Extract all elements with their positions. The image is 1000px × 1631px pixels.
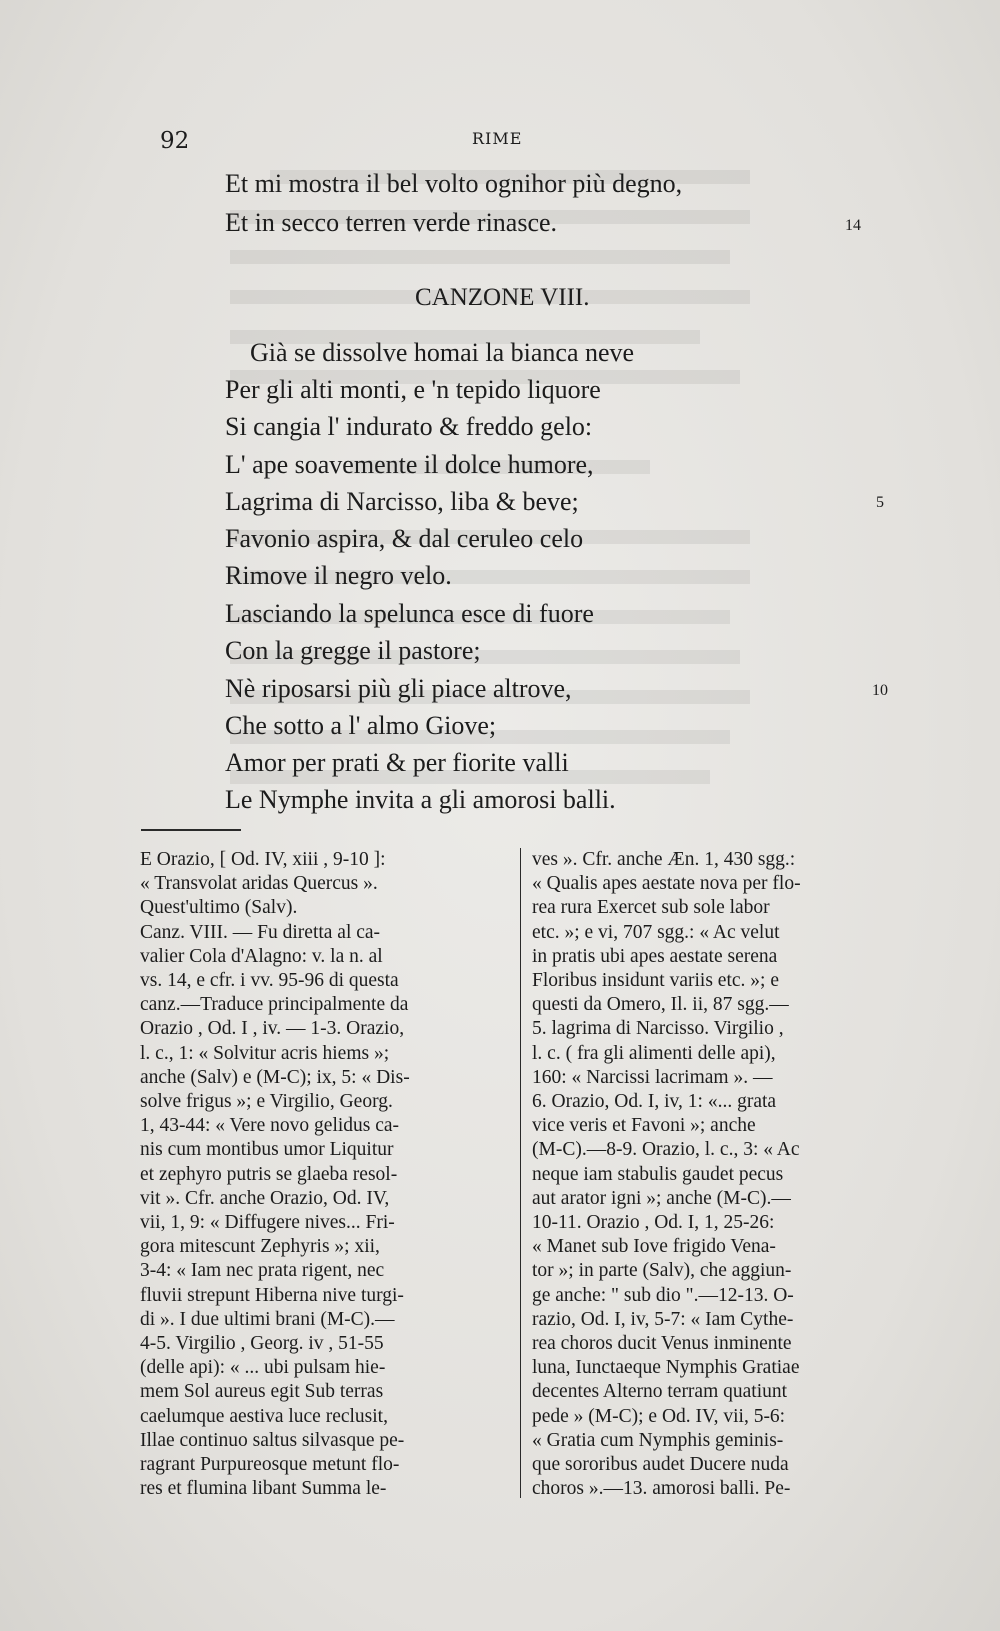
footnote-line: (delle api): « ... ubi pulsam hie-: [140, 1357, 386, 1379]
footnote-line: choros ».—13. amorosi balli. Pe-: [532, 1478, 791, 1500]
footnote-line: 4-5. Virgilio , Georg. iv , 51-55: [140, 1333, 384, 1354]
footnote-line: Orazio , Od. I , iv. — 1-3. Orazio,: [140, 1018, 405, 1040]
footnote-line: (M-C).—8-9. Orazio, l. c., 3: « Ac: [532, 1139, 800, 1161]
footnote-line: decentes Alterno terram quatiunt: [532, 1381, 788, 1403]
footnote-line: ge anche: " sub dio ".—12-13. O-: [532, 1284, 794, 1306]
verse-line: Per gli alti monti, e 'n tepido liquore: [225, 375, 601, 404]
footnote-line: « Qualis apes aestate nova per flo-: [532, 873, 801, 895]
footnote-line: fluvii strepunt Hiberna nive turgi-: [140, 1284, 404, 1306]
footnote-line: rea rura Exercet sub sole labor: [532, 897, 770, 919]
footnote-line: vit ». Cfr. anche Orazio, Od. IV,: [140, 1187, 390, 1209]
footnote-line: razio, Od. I, iv, 5-7: « Iam Cythe-: [532, 1308, 794, 1330]
footnote-line: aut arator igni »; anche (M-C).—: [532, 1187, 791, 1209]
footnote-line: caelumque aestiva luce reclusit,: [140, 1405, 388, 1427]
footnote-line: vs. 14, e cfr. i vv. 95-96 di questa: [140, 970, 399, 991]
footnote-separator: [141, 829, 241, 831]
verse-line: Rimove il negro velo.: [225, 561, 452, 590]
footnote-line: 160: « Narcissi lacrimam ». —: [532, 1066, 773, 1088]
footnote-line: 3-4: « Iam nec prata rigent, nec: [140, 1260, 385, 1282]
verse-line: Et mi mostra il bel volto ognihor più degno,: [225, 169, 683, 198]
footnote-line: pede » (M-C); e Od. IV, vii, 5-6:: [532, 1405, 786, 1427]
canzone-title: CANZONE VIII.: [415, 284, 590, 311]
verse-line: Nè riposarsi più gli piace altrove,: [225, 674, 572, 703]
footnote-line: 6. Orazio, Od. I, iv, 1: «... grata: [532, 1091, 777, 1112]
footnote-line: Illae continuo saltus silvasque pe-: [140, 1429, 405, 1451]
verse-line: L' ape soavemente il dolce humore,: [225, 450, 594, 479]
verse-line: Già se dissolve homai la bianca neve: [250, 338, 635, 367]
footnote-line: rea choros ducit Venus inminente: [532, 1333, 792, 1354]
verse-line: Si cangia l' indurato & freddo gelo:: [225, 412, 593, 441]
line-number: 14: [845, 217, 861, 234]
footnote-line: l. c., 1: « Solvitur acris hiems »;: [140, 1042, 390, 1064]
footnote-line: 10-11. Orazio , Od. I, 1, 25-26:: [532, 1212, 775, 1233]
footnote-line: neque iam stabulis gaudet pecus: [532, 1163, 784, 1185]
footnote-line: valier Cola d'Alagno: v. la n. al: [140, 945, 383, 967]
line-number: 10: [872, 682, 888, 699]
footnote-line: et zephyro putris se glaeba resol-: [140, 1163, 398, 1185]
footnote-line: gora mitescunt Zephyris »; xii,: [140, 1236, 380, 1258]
page-number: 92: [160, 128, 190, 154]
footnote-line: Floribus insidunt variis etc. »; e: [532, 970, 779, 991]
footnote-line: solve frigus »; e Virgilio, Georg.: [140, 1091, 393, 1112]
footnote-line: Canz. VIII. — Fu diretta al ca-: [140, 921, 381, 943]
verse-line: Lasciando la spelunca esce di fuore: [225, 599, 594, 628]
verse-line: Lagrima di Narcisso, liba & beve;: [225, 487, 579, 516]
footnote-line: mem Sol aureus egit Sub terras: [140, 1381, 384, 1403]
footnote-line: ragrant Purpureosque metunt flo-: [140, 1454, 400, 1475]
verse-line: Amor per prati & per fiorite valli: [225, 748, 569, 777]
footnote-line: anche (Salv) e (M-C); ix, 5: « Dis-: [140, 1066, 410, 1088]
running-title: RIME: [472, 129, 523, 148]
footnote-line: etc. »; e vi, 707 sgg.: « Ac velut: [532, 921, 780, 943]
verse-line: Et in secco terren verde rinasce.: [225, 208, 558, 237]
footnote-line: luna, Iunctaeque Nymphis Gratiae: [532, 1357, 800, 1379]
footnote-line: E Orazio, [ Od. IV, xiii , 9-10 ]:: [140, 849, 386, 870]
footnote-line: ves ». Cfr. anche Æn. 1, 430 sgg.:: [532, 849, 796, 870]
column-divider: [520, 848, 521, 1498]
footnote-line: canz.—Traduce principalmente da: [140, 994, 409, 1016]
line-number: 5: [876, 494, 884, 511]
footnote-line: vice veris et Favoni »; anche: [532, 1115, 756, 1137]
verse-line: Le Nymphe invita a gli amorosi balli.: [225, 785, 616, 814]
footnote-line: « Manet sub Iove frigido Vena-: [532, 1236, 776, 1258]
footnote-line: « Transvolat aridas Quercus ».: [140, 873, 378, 895]
footnote-line: l. c. ( fra gli alimenti delle api),: [532, 1042, 776, 1064]
footnote-line: que sororibus audet Ducere nuda: [532, 1454, 789, 1475]
footnote-line: 5. lagrima di Narcisso. Virgilio ,: [532, 1018, 784, 1040]
footnote-line: di ». I due ultimi brani (M-C).—: [140, 1308, 395, 1330]
verse-line: Con la gregge il pastore;: [225, 636, 481, 665]
footnote-line: 1, 43-44: « Vere novo gelidus ca-: [140, 1115, 400, 1137]
verse-line: Che sotto a l' almo Giove;: [225, 711, 497, 740]
footnote-line: questi da Omero, Il. ii, 87 sgg.—: [532, 994, 789, 1016]
footnote-line: Quest'ultimo (Salv).: [140, 897, 298, 919]
footnote-line: nis cum montibus umor Liquitur: [140, 1139, 394, 1161]
footnote-line: res et flumina libant Summa le-: [140, 1478, 387, 1500]
verse-line: Favonio aspira, & dal ceruleo celo: [225, 524, 584, 553]
footnote-line: « Gratia cum Nymphis geminis-: [532, 1429, 784, 1451]
footnote-line: vii, 1, 9: « Diffugere nives... Fri-: [140, 1212, 395, 1233]
footnote-line: in pratis ubi apes aestate serena: [532, 945, 778, 967]
footnote-line: tor »; in parte (Salv), che aggiun-: [532, 1260, 792, 1282]
